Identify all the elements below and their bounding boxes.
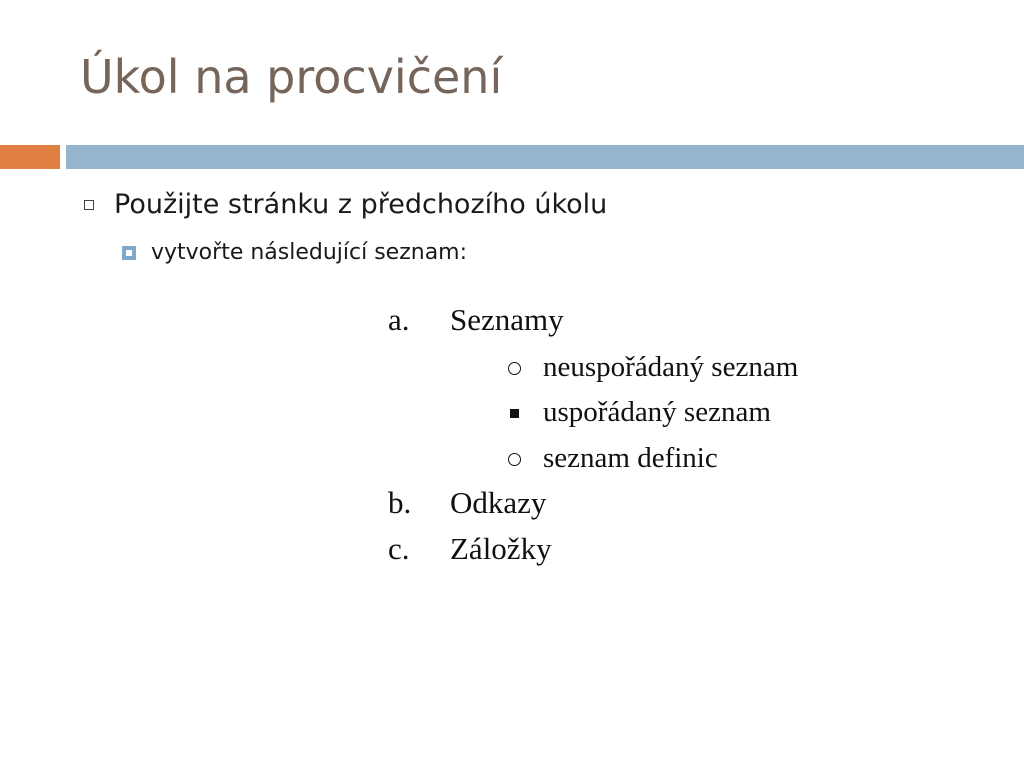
bullet-level2-text: vytvořte následující seznam:	[151, 240, 468, 265]
hollow-square-bullet-icon	[84, 200, 94, 210]
bullet-level1-text: Použijte stránku z předchozího úkolu	[114, 189, 608, 220]
list-item-text: Záložky	[450, 531, 552, 566]
sub-list-item-text: seznam definic	[543, 442, 718, 474]
circle-bullet-icon	[508, 453, 521, 466]
slide-title: Úkol na procvičení	[80, 50, 503, 104]
list-item-text: Odkazy	[450, 485, 547, 520]
accent-bar-orange	[0, 145, 60, 169]
list-marker: b.	[388, 485, 412, 520]
bullet-level2	[122, 240, 467, 265]
circle-bullet-icon	[508, 362, 521, 375]
sub-list-item-text: neuspořádaný seznam	[543, 351, 799, 383]
accent-bar-blue	[66, 145, 1024, 169]
bullet-level1	[84, 189, 607, 220]
list-marker: c.	[388, 531, 410, 566]
sub-list-item-text: uspořádaný seznam	[543, 396, 771, 428]
list-item-text: Seznamy	[450, 302, 564, 337]
square-bullet-icon	[510, 409, 519, 418]
square-bullet-icon	[122, 246, 136, 260]
list-marker: a.	[388, 302, 410, 337]
